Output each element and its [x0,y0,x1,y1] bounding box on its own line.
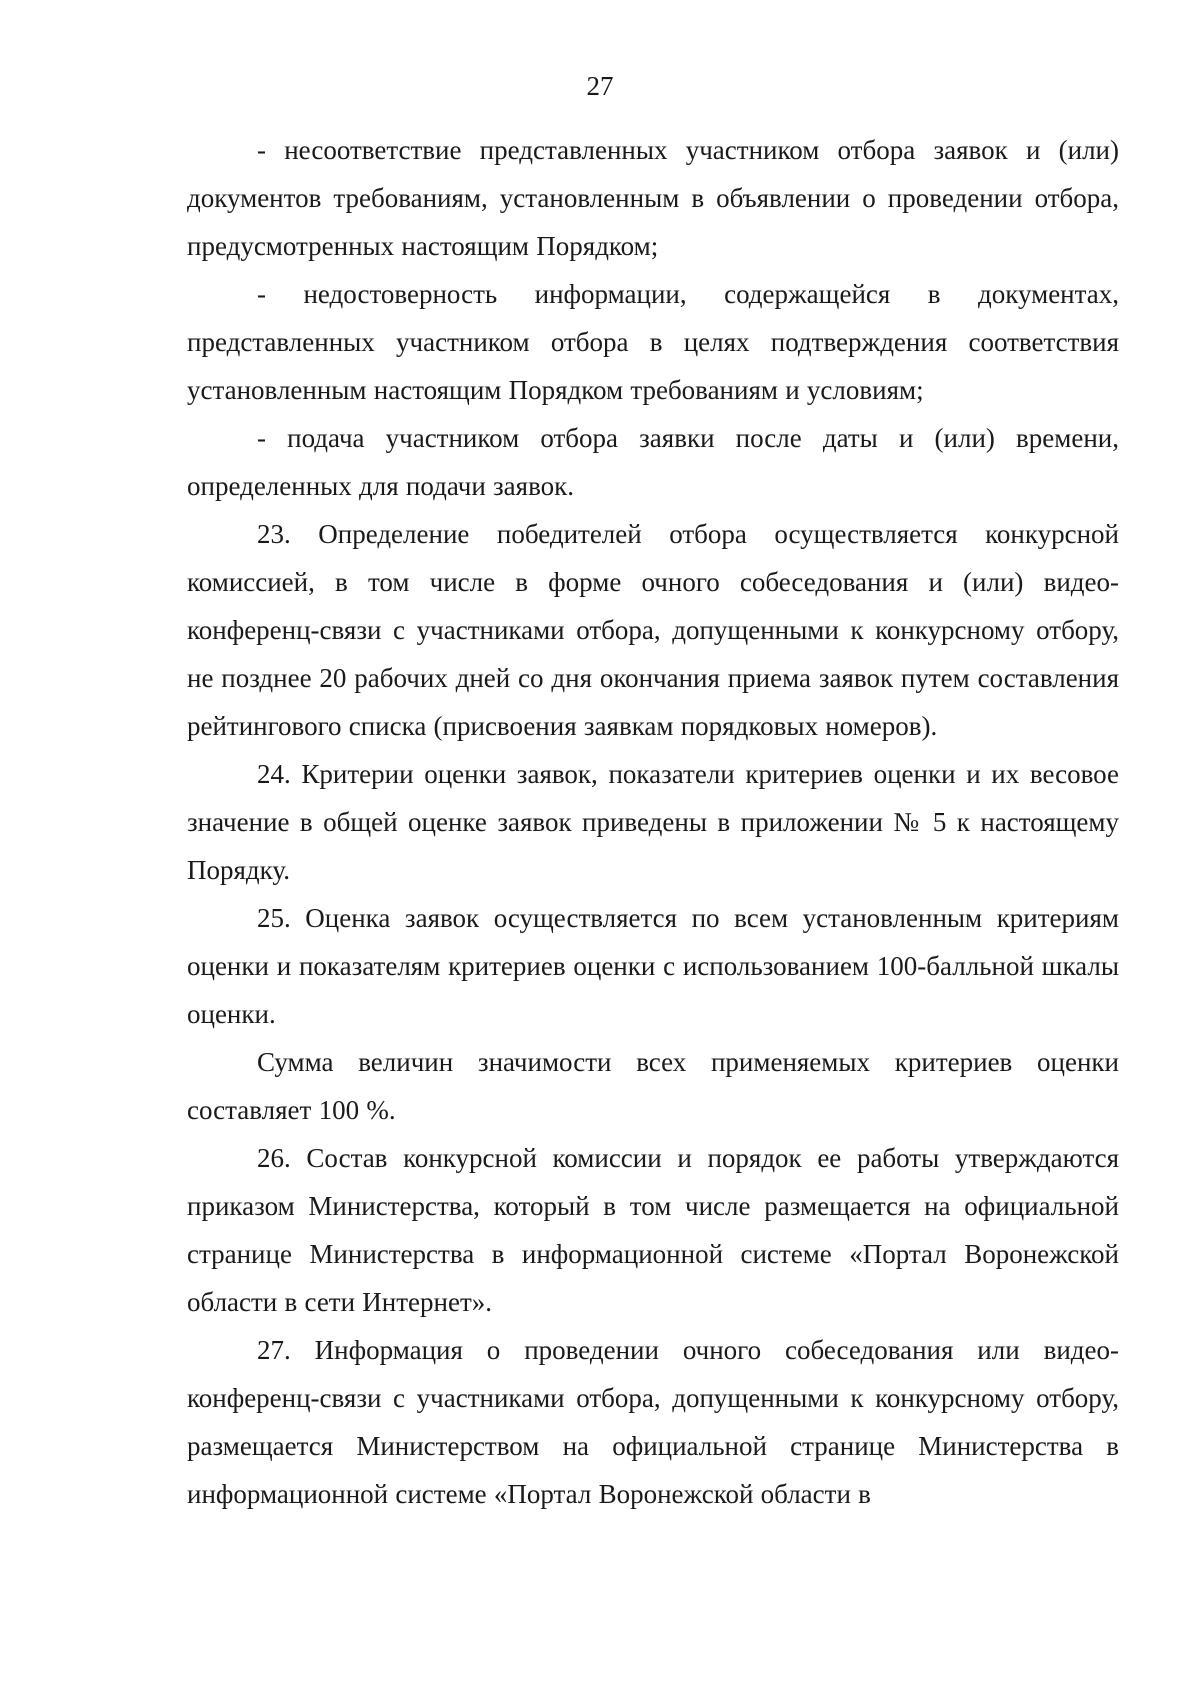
paragraph-item-25: 25. Оценка заявок осуществляется по всем установленным критериям оценки и показателям критериев оценки с использованием 100-балльной шкалы оценки. [187,903,1119,1029]
paragraph-item-2: - недостоверность информации, содержащейся в документах, представленных участником отбора в целях подтверждения соответствия установленным настоящим Порядком требованиям и условиям; [187,279,1119,405]
paragraph-item-1: - несоответствие представленных участником отбора заявок и (или) документов требованиям, установленным в объявлении о проведении отбора, предусмотренных настоящим Порядком; [187,135,1119,261]
paragraph-item-25-sum: Сумма величин значимости всех применяемых критериев оценки составляет 100 %. [187,1047,1119,1125]
page-number: 27 [586,71,614,101]
paragraph-item-23: 23. Определение победителей отбора осуществляется конкурсной комиссией, в том числе в форме очного собеседования и (или) видео-конференц-связи с участниками отбора, допущенными к конкурсному отбору, не позднее 20 рабочих дней со дня окончания приема заявок путем составления рейтингового списка (присвоения заявкам порядковых номеров). [187,519,1119,741]
paragraph-item-3: - подача участником отбора заявки после даты и (или) времени, определенных для подачи заявок. [187,423,1119,501]
paragraph-item-26: 26. Состав конкурсной комиссии и порядок ее работы утверждаются приказом Министерства, который в том числе размещается на официальной странице Министерства в информационной системе «Портал Воронежской области в сети Интернет». [187,1143,1119,1317]
paragraph-item-27: 27. Информация о проведении очного собеседования или видео-конференц-связи с участниками отбора, допущенными к конкурсному отбору, размещается Министерством на официальной странице Министерства в информационной системе «Портал Воронежской области в [187,1335,1119,1509]
document-body [187,126,1119,1518]
paragraph-item-24: 24. Критерии оценки заявок, показатели критериев оценки и их весовое значение в общей оценке заявок приведены в приложении № 5 к настоящему Порядку. [187,759,1119,885]
